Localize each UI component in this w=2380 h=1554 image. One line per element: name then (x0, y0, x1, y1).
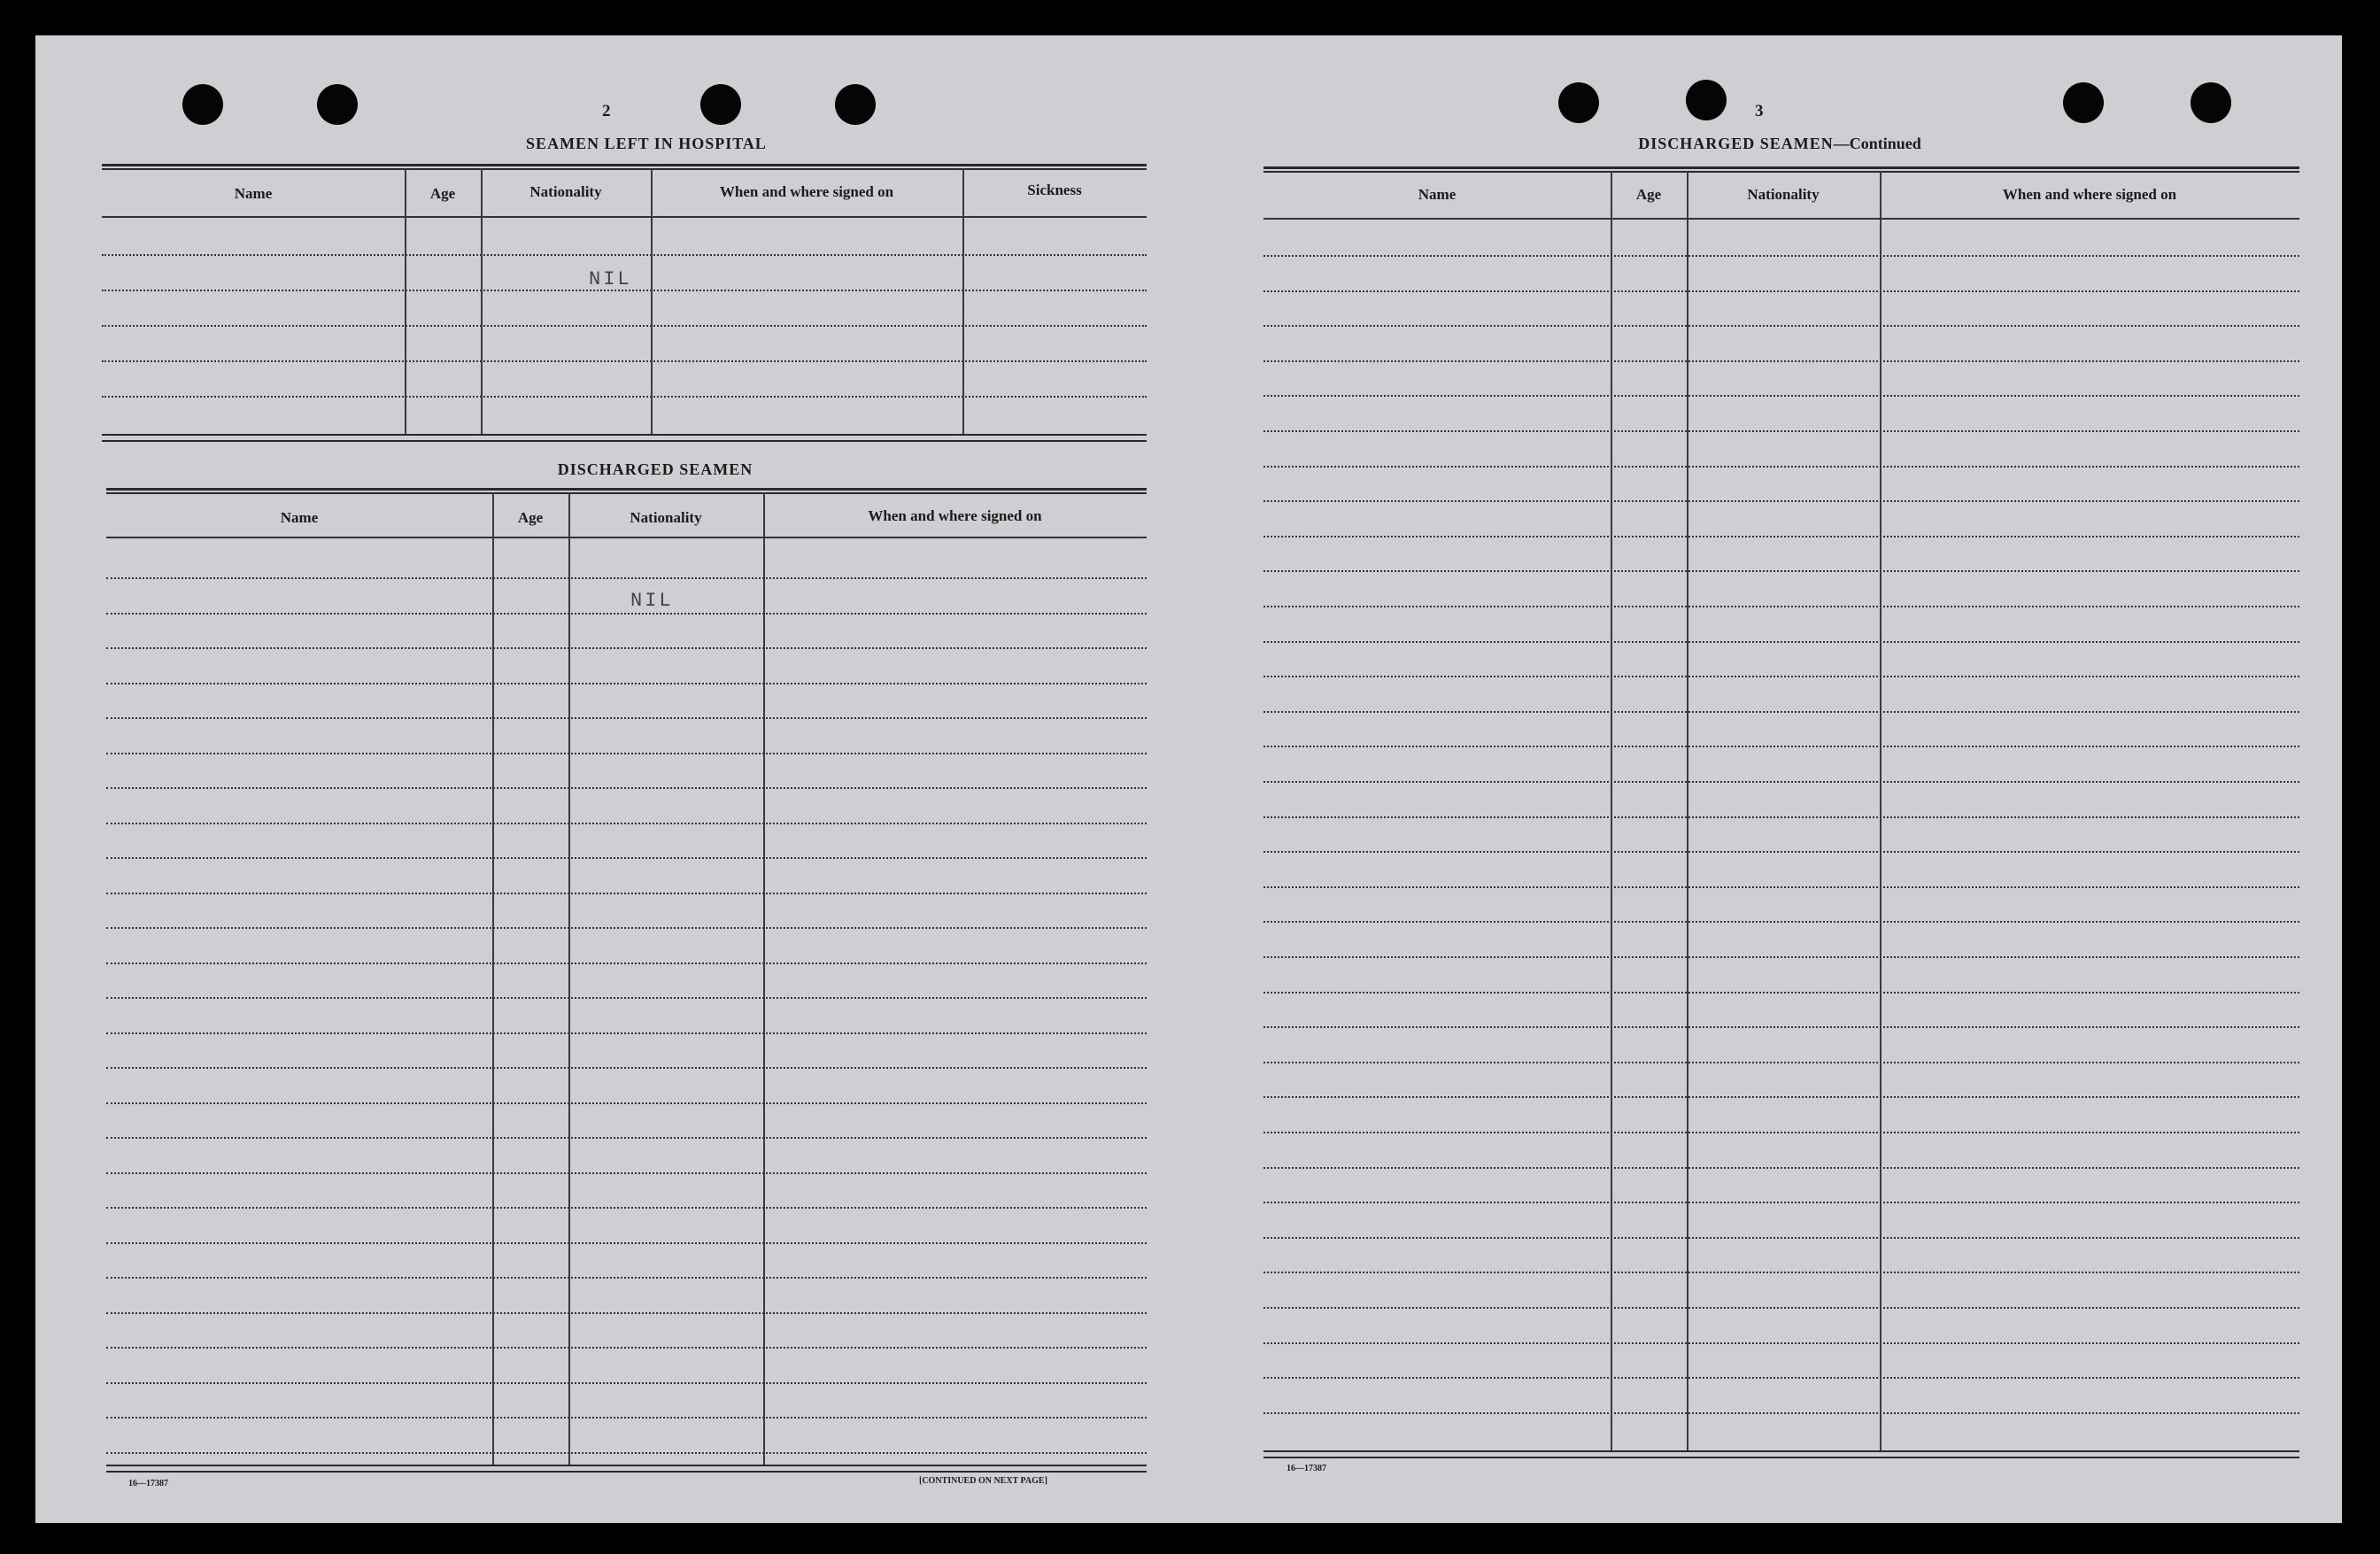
table-row (106, 647, 1147, 649)
table-row (106, 613, 1147, 615)
column-header-name: Name (234, 185, 273, 202)
table-row (106, 1067, 1147, 1069)
table-row (1263, 1026, 2299, 1028)
punch-hole (1686, 80, 1727, 120)
page-number: 2 (602, 102, 611, 120)
table-row (106, 1347, 1147, 1349)
table-row (106, 823, 1147, 824)
table-row (106, 753, 1147, 754)
table-row (1263, 1412, 2299, 1414)
table-row (106, 857, 1147, 859)
discharged-continued-table (1263, 166, 2299, 1477)
table-row (1263, 1062, 2299, 1063)
table-row (106, 997, 1147, 999)
table-row (106, 1172, 1147, 1174)
table-row (1263, 676, 2299, 677)
column-header-age: Age (1635, 186, 1662, 203)
table-row (1263, 1342, 2299, 1344)
table-row (1263, 1202, 2299, 1203)
discharged-table (106, 488, 1147, 1480)
table-row (1263, 746, 2299, 747)
table-row (1263, 886, 2299, 888)
table-row (1263, 395, 2299, 397)
table-row (106, 1417, 1147, 1419)
table-row (1263, 1167, 2299, 1169)
punch-hole (182, 84, 223, 125)
table-row (106, 1102, 1147, 1104)
page-number: 3 (1755, 102, 1764, 120)
table-row (106, 1312, 1147, 1314)
column-header-age: Age (429, 185, 456, 202)
table-row (1263, 1132, 2299, 1133)
punch-hole (317, 84, 358, 125)
column-header-signed-on: When and where signed on (719, 183, 894, 200)
table-row (1263, 781, 2299, 783)
table-row (1263, 325, 2299, 327)
column-header-signed-on: When and where signed on (868, 507, 1042, 524)
discharged-entry: NIL (630, 590, 674, 612)
discharged-section-title: DISCHARGED SEAMEN (557, 460, 753, 478)
column-header-nationality: Nationality (630, 509, 702, 526)
hospital-section-title: SEAMEN LEFT IN HOSPITAL (526, 135, 767, 152)
table-row (106, 1207, 1147, 1209)
continued-note: [CONTINUED ON NEXT PAGE] (919, 1476, 1047, 1486)
hospital-table (102, 164, 1147, 483)
table-row (1263, 255, 2299, 257)
table-row (106, 577, 1147, 579)
column-header-signed-on: When and where signed on (2002, 186, 2177, 203)
section-title-suffix: —Continued (1833, 135, 1921, 152)
table-row (106, 683, 1147, 684)
table-row (106, 963, 1147, 964)
table-row (106, 1032, 1147, 1034)
table-row (106, 1382, 1147, 1384)
table-row (1263, 290, 2299, 292)
column-header-age: Age (517, 509, 544, 526)
table-row (106, 787, 1147, 789)
table-row (1263, 536, 2299, 537)
table-row (1263, 606, 2299, 607)
discharged-continued-title (1523, 135, 2036, 153)
table-row (1263, 921, 2299, 923)
form-number: 16—17387 (1287, 1464, 1326, 1473)
document-sheet (35, 35, 2342, 1523)
table-row (1263, 1237, 2299, 1239)
table-row (106, 893, 1147, 894)
punch-hole (2063, 82, 2104, 123)
table-row (106, 1137, 1147, 1139)
table-row (1263, 641, 2299, 643)
table-row (1263, 500, 2299, 502)
table-row (1263, 360, 2299, 362)
table-row (106, 717, 1147, 719)
column-header-name: Name (1418, 186, 1457, 203)
punch-hole (2191, 82, 2231, 123)
table-row (1263, 992, 2299, 993)
column-header-sickness: Sickness (1027, 182, 1082, 198)
table-row (1263, 1272, 2299, 1273)
column-header-nationality: Nationality (1747, 186, 1820, 203)
table-row (1263, 1377, 2299, 1379)
form-number: 16—17387 (128, 1479, 168, 1488)
table-row (106, 1452, 1147, 1454)
hospital-entry: NIL (589, 268, 632, 290)
column-header-name: Name (280, 509, 319, 526)
section-title: DISCHARGED SEAMEN (1638, 135, 1834, 152)
table-row (1263, 711, 2299, 713)
table-row (1263, 570, 2299, 572)
table-row (1263, 1307, 2299, 1309)
punch-hole (835, 84, 876, 125)
punch-hole (700, 84, 741, 125)
table-row (1263, 430, 2299, 432)
table-row (106, 1277, 1147, 1279)
table-row (1263, 956, 2299, 958)
table-row (106, 927, 1147, 929)
table-row (1263, 816, 2299, 818)
table-row (1263, 1096, 2299, 1098)
table-row (106, 1242, 1147, 1244)
punch-hole (1558, 82, 1599, 123)
table-row (1263, 466, 2299, 468)
column-header-nationality: Nationality (529, 183, 602, 200)
table-row (1263, 851, 2299, 853)
